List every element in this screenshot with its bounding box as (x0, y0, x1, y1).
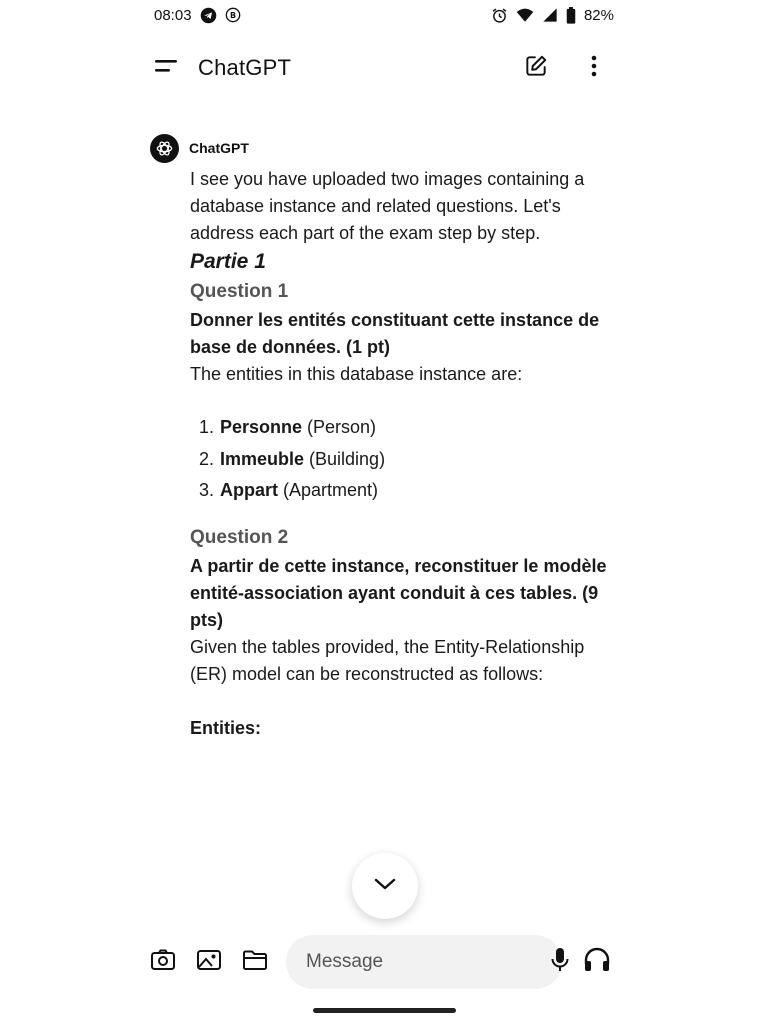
list-item-bold: Immeuble (220, 448, 305, 469)
question-2-prompt: A partir de cette instance, reconstituer le modèle entité-association ayant conduit à ces tables. (9 pts) (190, 555, 607, 630)
folder-icon (242, 948, 268, 977)
menu-button[interactable] (140, 42, 192, 94)
list-item (190, 475, 620, 507)
status-time: 08:03 (154, 6, 192, 24)
telegram-icon (200, 7, 217, 24)
mic-icon[interactable] (551, 947, 569, 978)
list-item-text: (Building) (309, 448, 386, 469)
more-options-button[interactable] (574, 48, 614, 88)
list-item-number: 3. (198, 480, 214, 500)
voice-mode-button[interactable] (574, 939, 620, 985)
app-actions (516, 48, 614, 88)
message-composer[interactable] (286, 935, 562, 989)
list-item-number: 2. (198, 448, 214, 469)
list-item-bold: Personne (220, 417, 303, 437)
list-item-text: (Person) (307, 417, 377, 437)
chatgpt-logo-icon (150, 134, 179, 163)
battery-icon (566, 7, 576, 24)
question-2-heading: Question 2 (190, 526, 289, 548)
question-2-answer-intro: Given the tables provided, the Entity-Relationship (ER) model can be reconstructed as follows: (190, 636, 585, 684)
camera-button[interactable] (140, 939, 186, 985)
app-title: ChatGPT (198, 55, 292, 80)
entities-label: Entities: (190, 717, 262, 738)
status-bar (140, 0, 620, 30)
chevron-down-icon (374, 877, 396, 896)
headphones-icon (583, 947, 611, 978)
image-button[interactable] (186, 939, 232, 985)
alarm-icon (491, 7, 508, 24)
folder-button[interactable] (232, 939, 278, 985)
battery-percent: 82% (583, 6, 614, 24)
partie-heading: Partie 1 (190, 250, 266, 273)
scroll-to-bottom-button[interactable] (352, 853, 418, 919)
list-item (190, 412, 620, 444)
message-input[interactable] (306, 951, 551, 973)
question-1-answer-intro: The entities in this database instance are: (190, 364, 523, 384)
image-icon (196, 948, 222, 977)
home-indicator[interactable] (313, 1008, 456, 1013)
status-right (491, 7, 620, 24)
message-author: ChatGPT (189, 140, 249, 156)
menu-icon (153, 56, 179, 81)
more-vert-icon (590, 55, 598, 82)
message-intro: I see you have uploaded two images containing a database instance and related questions. Let's address each part of the exam step by step. (190, 169, 585, 243)
composer-bar (140, 932, 620, 992)
camera-icon (150, 948, 176, 977)
assistant-message (190, 166, 620, 742)
new-chat-button[interactable] (516, 48, 556, 88)
list-item-number: 1. (198, 417, 214, 437)
status-left (140, 7, 241, 24)
signal-icon (542, 7, 558, 23)
chat-thread[interactable] (150, 130, 620, 920)
message-author-row (150, 130, 620, 166)
question-1-heading: Question 1 (190, 281, 289, 302)
list-item (190, 444, 620, 476)
svg-text:B: B (229, 11, 236, 20)
question-1-prompt: Donner les entités constituant cette instance de base de données. (1 pt) (190, 310, 600, 357)
wifi-icon (516, 7, 534, 23)
app-bar (140, 40, 620, 96)
b-badge-icon (225, 7, 241, 23)
entity-list (190, 412, 620, 507)
list-item-text: (Apartment) (283, 480, 379, 500)
list-item-bold: Appart (220, 480, 278, 500)
new-chat-icon (523, 53, 549, 84)
